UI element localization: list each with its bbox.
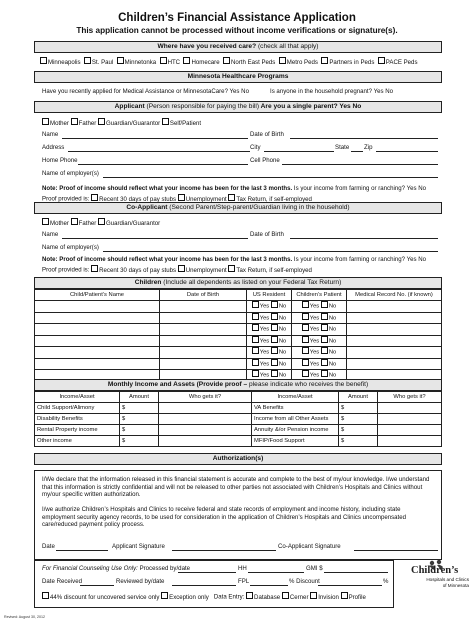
- applicant-proof: Proof provided is: Recent 30 days of pay stubs Unemployment Tax Return, if self-employed: [42, 195, 312, 203]
- income-table: [34, 391, 442, 447]
- checkbox-icon[interactable]: [160, 57, 167, 64]
- child-dob-cell[interactable]: [160, 301, 247, 313]
- applicant-zip-field[interactable]: [376, 151, 438, 152]
- date-received-label: Date Received: [42, 578, 82, 585]
- checkbox-icon[interactable]: [321, 336, 328, 343]
- table-row: [35, 403, 442, 414]
- coapplicant-name-field[interactable]: [62, 238, 248, 239]
- processed-by-field[interactable]: [178, 572, 236, 573]
- checkbox-icon[interactable]: [161, 592, 168, 599]
- care-heading-note: (check all that apply): [257, 43, 319, 50]
- childrens-logo: [399, 559, 471, 603]
- checkbox-icon[interactable]: [178, 194, 185, 201]
- child-name-cell[interactable]: [35, 324, 160, 336]
- office-use-row-3: 44% discount for uncovered service only Exception only Data Entry: Database Cerner Invision Profile: [42, 592, 366, 602]
- care-option[interactable]: Homecare: [183, 59, 219, 66]
- amount-cell[interactable]: $: [120, 436, 159, 447]
- relation-option[interactable]: Father: [71, 220, 97, 227]
- who-gets-it-cell[interactable]: [378, 403, 442, 414]
- income-type-cell: Child Support/Alimony: [35, 403, 120, 414]
- applicant-zip-label: Zip: [364, 144, 373, 151]
- us-resident-cell[interactable]: Yes No: [247, 312, 292, 324]
- care-option[interactable]: HTC: [160, 59, 181, 66]
- coapplicant-name-label: Name: [42, 231, 59, 238]
- care-section-heading: [34, 41, 442, 53]
- income-type-cell: Rental Property income: [35, 425, 120, 436]
- column-header: Child/Patient’s Name: [35, 290, 160, 301]
- checkbox-icon[interactable]: [321, 313, 328, 320]
- checkbox-icon[interactable]: [91, 194, 98, 201]
- amount-cell[interactable]: $: [120, 403, 159, 414]
- table-header-row: [35, 392, 442, 403]
- hh-field[interactable]: [248, 572, 304, 573]
- checkbox-icon[interactable]: [71, 118, 78, 125]
- who-gets-it-cell[interactable]: [159, 425, 252, 436]
- applicant-name-field[interactable]: [62, 138, 248, 139]
- child-dob-cell[interactable]: [160, 324, 247, 336]
- reviewed-by-label: Reviewed by/date: [116, 578, 165, 585]
- us-resident-cell[interactable]: Yes No: [247, 370, 292, 382]
- checkbox-icon[interactable]: [228, 194, 235, 201]
- child-dob-cell[interactable]: [160, 347, 247, 359]
- applicant-relations: [42, 118, 201, 128]
- checkbox-icon[interactable]: [282, 592, 289, 599]
- checkbox-icon[interactable]: [42, 218, 49, 225]
- childrens-patient-cell[interactable]: Yes No: [292, 312, 347, 324]
- authorization-heading: Authorization(s): [34, 453, 442, 465]
- income-type-cell: Disability Benefits: [35, 414, 120, 425]
- child-dob-cell[interactable]: [160, 335, 247, 347]
- checkbox-icon[interactable]: [271, 301, 278, 308]
- coapplicant-relations: [42, 218, 160, 228]
- amount-cell[interactable]: $: [339, 414, 378, 425]
- relation-option[interactable]: Father: [71, 120, 97, 127]
- checkbox-icon[interactable]: [178, 265, 185, 272]
- checkbox-icon[interactable]: [84, 57, 91, 64]
- us-resident-cell[interactable]: Yes No: [247, 324, 292, 336]
- amount-cell[interactable]: $: [339, 436, 378, 447]
- record-no-cell[interactable]: [347, 312, 442, 324]
- checkbox-icon[interactable]: [183, 57, 190, 64]
- us-resident-cell[interactable]: Yes No: [247, 301, 292, 313]
- coapplicant-dob-field[interactable]: [290, 238, 438, 239]
- checkbox-icon[interactable]: [98, 118, 105, 125]
- applicant-cell-phone-label: Cell Phone: [250, 157, 280, 164]
- childrens-patient-cell[interactable]: Yes No: [292, 358, 347, 370]
- data-entry-option[interactable]: Profile: [341, 594, 366, 601]
- child-dob-cell[interactable]: [160, 312, 247, 324]
- checkbox-icon[interactable]: [321, 370, 328, 377]
- checkbox-icon[interactable]: [252, 324, 259, 331]
- gmi-field[interactable]: [324, 572, 388, 573]
- checkbox-icon[interactable]: [42, 592, 49, 599]
- column-header: Income/Asset: [252, 392, 339, 403]
- column-header: Children’s Patient: [292, 290, 347, 301]
- checkbox-icon[interactable]: [228, 265, 235, 272]
- column-header: Amount: [339, 392, 378, 403]
- coapplicant-income-note: Note: Proof of income should reflect what your income has been for the last 3 months. Is your income from farming or ranching? Yes No: [42, 256, 427, 263]
- checkbox-icon[interactable]: [302, 324, 309, 331]
- column-header: Who gets it?: [378, 392, 442, 403]
- table-header-row: [35, 290, 442, 301]
- us-resident-cell[interactable]: Yes No: [247, 358, 292, 370]
- logo-name: Children’s: [411, 565, 459, 576]
- applicant-city-label: City: [250, 144, 261, 151]
- applicant-home-phone-label: Home Phone: [42, 157, 78, 164]
- relation-option[interactable]: Guardian/Guarantor: [98, 220, 160, 227]
- discount-field[interactable]: [318, 585, 382, 586]
- authorization-paragraph-1: I/We declare that the information released in this financial statement is accurate and complete to the best of my/our knowledge. I/we understand that this information is strictly confidential and will not be released to other parties not associated with Children’s Hospitals and Clinics without my/our specific written authorization.: [42, 476, 430, 499]
- applicant-name-label: Name: [42, 131, 59, 138]
- checkbox-icon[interactable]: [302, 313, 309, 320]
- checkbox-icon[interactable]: [40, 57, 47, 64]
- relation-option[interactable]: Mother: [42, 220, 69, 227]
- relation-option[interactable]: Self/Patient: [162, 120, 201, 127]
- child-name-cell[interactable]: [35, 335, 160, 347]
- table-row: [35, 335, 442, 347]
- applicant-state-label: State: [335, 144, 350, 151]
- relation-option[interactable]: Guardian/Guarantor: [98, 120, 160, 127]
- applicant-dob-label: Date of Birth: [250, 131, 284, 138]
- applicant-signature-field[interactable]: [172, 550, 276, 551]
- applicant-address-label: Address: [42, 144, 65, 151]
- checkbox-icon[interactable]: [271, 324, 278, 331]
- column-header: Medical Record No. (if known): [347, 290, 442, 301]
- checkbox-icon[interactable]: [252, 347, 259, 354]
- discount-label: % Discount: [289, 578, 320, 585]
- care-heading: Where have you received care?: [157, 43, 257, 50]
- who-gets-it-cell[interactable]: [159, 436, 252, 447]
- checkbox-icon[interactable]: [71, 218, 78, 225]
- income-type-cell: Income from all Other Assets: [252, 414, 339, 425]
- us-resident-cell[interactable]: Yes No: [247, 335, 292, 347]
- office-use-row-1: For Financial Counseling Use Only: Processed by/date: [42, 565, 191, 572]
- table-row: [35, 358, 442, 370]
- table-row: [35, 414, 442, 425]
- data-entry-option[interactable]: Database: [246, 594, 280, 601]
- who-gets-it-cell[interactable]: [159, 414, 252, 425]
- table-row: [35, 436, 442, 447]
- data-entry-option[interactable]: Invision: [310, 594, 339, 601]
- signature-date-field[interactable]: [56, 550, 108, 551]
- us-resident-cell[interactable]: Yes No: [247, 347, 292, 359]
- column-header: Income/Asset: [35, 392, 120, 403]
- applicant-home-phone-field[interactable]: [78, 164, 248, 165]
- applicant-employer-label: Name of employer(s): [42, 170, 99, 177]
- record-no-cell[interactable]: [347, 335, 442, 347]
- checkbox-icon[interactable]: [246, 592, 253, 599]
- applicant-dob-field[interactable]: [290, 138, 438, 139]
- childrens-patient-cell[interactable]: Yes No: [292, 324, 347, 336]
- checkbox-icon[interactable]: [252, 336, 259, 343]
- proof-option[interactable]: Tax Return, if self-employed: [228, 267, 312, 274]
- income-heading: Monthly Income and Assets (Provide proof – please indicate who receives the benefit): [34, 379, 442, 391]
- checkbox-icon[interactable]: [98, 218, 105, 225]
- proof-option[interactable]: Unemployment: [178, 267, 227, 274]
- revised-date: Revised: August 30, 2012: [4, 615, 45, 619]
- percent-sign: %: [383, 578, 389, 585]
- checkbox-icon[interactable]: [252, 313, 259, 320]
- checkbox-icon[interactable]: [302, 359, 309, 366]
- checkbox-icon[interactable]: [378, 57, 385, 64]
- column-header: Date of Birth: [160, 290, 247, 301]
- child-name-cell[interactable]: [35, 358, 160, 370]
- who-gets-it-cell[interactable]: [378, 425, 442, 436]
- income-type-cell: VA Benefits: [252, 403, 339, 414]
- column-header: US Resident: [247, 290, 292, 301]
- checkbox-icon[interactable]: [42, 118, 49, 125]
- care-option[interactable]: Metro Peds: [279, 59, 318, 66]
- childrens-patient-cell[interactable]: Yes No: [292, 347, 347, 359]
- checkbox-icon[interactable]: [271, 370, 278, 377]
- record-no-cell[interactable]: [347, 301, 442, 313]
- care-option[interactable]: Minneapolis: [40, 59, 81, 66]
- childrens-patient-cell[interactable]: Yes No: [292, 370, 347, 382]
- child-dob-cell[interactable]: [160, 358, 247, 370]
- checkbox-icon[interactable]: [117, 57, 124, 64]
- date-received-field[interactable]: [80, 585, 114, 586]
- proof-option[interactable]: Recent 30 days of pay stubs: [91, 196, 176, 203]
- mn-programs-question-1: Have you recently applied for Medical Assistance or MinnesotaCare? Yes No: [42, 88, 249, 95]
- checkbox-icon[interactable]: [271, 313, 278, 320]
- checkbox-icon[interactable]: [321, 301, 328, 308]
- checkbox-icon[interactable]: [279, 57, 286, 64]
- table-row: [35, 312, 442, 324]
- proof-option[interactable]: Recent 30 days of pay stubs: [91, 267, 176, 274]
- checkbox-icon[interactable]: [252, 301, 259, 308]
- income-type-cell: Annuity &/or Pension income: [252, 425, 339, 436]
- signature-date-label: Date: [42, 543, 55, 550]
- gmi-label: GMI $: [306, 565, 323, 572]
- checkbox-icon[interactable]: [321, 359, 328, 366]
- care-option[interactable]: St. Paul: [84, 59, 113, 66]
- mn-programs-question-2: Is anyone in the household pregnant? Yes No: [270, 88, 393, 95]
- checkbox-icon[interactable]: [310, 592, 317, 599]
- care-option[interactable]: Minnetonka: [117, 59, 157, 66]
- checkbox-icon[interactable]: [271, 347, 278, 354]
- checkbox-icon[interactable]: [321, 347, 328, 354]
- authorization-paragraph-2: I/we authorize Children’s Hospitals and Clinics to receive federal and state records of employment and income history, including state employment security agency records, to be used for consideration in the application of Children’s Hospitals and Clinics uncompensated care/reduced payment policy process.: [42, 506, 407, 529]
- table-row: [35, 301, 442, 313]
- column-header: Amount: [120, 392, 159, 403]
- checkbox-icon[interactable]: [252, 359, 259, 366]
- care-options: [40, 57, 418, 67]
- table-row: [35, 324, 442, 336]
- child-name-cell[interactable]: [35, 312, 160, 324]
- checkbox-icon[interactable]: [271, 359, 278, 366]
- proof-option[interactable]: Tax Return, if self-employed: [228, 196, 312, 203]
- page-title: Children’s Financial Assistance Application: [118, 12, 356, 24]
- checkbox-icon[interactable]: [321, 57, 328, 64]
- checkbox-icon[interactable]: [302, 370, 309, 377]
- data-entry-option[interactable]: Cerner: [282, 594, 309, 601]
- applicant-state-field[interactable]: [351, 151, 363, 152]
- applicant-heading: Applicant (Person responsible for paying the bill) Are you a single parent? Yes No: [34, 101, 442, 113]
- fpl-label: FPL: [238, 578, 250, 585]
- logo-subtitle: Hospitals and Clinics of Minnesota: [426, 577, 469, 588]
- coapplicant-signature-field[interactable]: [354, 550, 438, 551]
- amount-cell[interactable]: $: [120, 425, 159, 436]
- checkbox-icon[interactable]: [302, 347, 309, 354]
- amount-cell[interactable]: $: [339, 425, 378, 436]
- column-header: Who gets it?: [159, 392, 252, 403]
- checkbox-icon[interactable]: [223, 57, 230, 64]
- page-subtitle: This application cannot be processed without income verifications or signature(s).: [76, 26, 398, 35]
- amount-cell[interactable]: $: [120, 414, 159, 425]
- record-no-cell[interactable]: [347, 347, 442, 359]
- checkbox-icon[interactable]: [302, 301, 309, 308]
- checkbox-icon[interactable]: [162, 118, 169, 125]
- checkbox-icon[interactable]: [271, 336, 278, 343]
- proof-option[interactable]: Unemployment: [178, 196, 227, 203]
- table-row: [35, 347, 442, 359]
- mn-programs-heading: Minnesota Healthcare Programs: [34, 71, 442, 83]
- care-option[interactable]: North East Peds: [223, 59, 275, 66]
- record-no-cell[interactable]: [347, 358, 442, 370]
- applicant-employer-field[interactable]: [103, 177, 438, 178]
- relation-option[interactable]: Mother: [42, 120, 69, 127]
- care-option[interactable]: Partners in Peds: [321, 59, 374, 66]
- childrens-patient-cell[interactable]: Yes No: [292, 335, 347, 347]
- exception-option[interactable]: Exception only: [161, 594, 209, 601]
- coapplicant-employer-field[interactable]: [103, 251, 438, 252]
- income-type-cell: Other income: [35, 436, 120, 447]
- who-gets-it-cell[interactable]: [378, 436, 442, 447]
- child-name-cell[interactable]: [35, 347, 160, 359]
- checkbox-icon[interactable]: [321, 324, 328, 331]
- table-row: [35, 425, 442, 436]
- coapplicant-heading: Co-Applicant (Second Parent/Step-parent/Guardian living in the household): [34, 202, 442, 214]
- childrens-patient-cell[interactable]: Yes No: [292, 301, 347, 313]
- uncovered-option[interactable]: 44% discount for uncovered service only: [42, 594, 159, 601]
- applicant-city-field[interactable]: [264, 151, 334, 152]
- child-name-cell[interactable]: [35, 301, 160, 313]
- checkbox-icon[interactable]: [252, 370, 259, 377]
- applicant-address-field[interactable]: [68, 151, 250, 152]
- record-no-cell[interactable]: [347, 324, 442, 336]
- coapplicant-proof: Proof provided is: Recent 30 days of pay stubs Unemployment Tax Return, if self-employed: [42, 266, 312, 274]
- hh-label: HH: [238, 565, 247, 572]
- amount-cell[interactable]: $: [339, 403, 378, 414]
- applicant-cell-phone-field[interactable]: [282, 164, 438, 165]
- applicant-income-note: Note: Proof of income should reflect what your income has been for the last 3 months. Is your income from farming or ranching? Yes No: [42, 185, 427, 192]
- coapplicant-employer-label: Name of employer(s): [42, 244, 99, 251]
- fpl-field[interactable]: [250, 585, 288, 586]
- reviewed-by-field[interactable]: [172, 585, 236, 586]
- children-table-body: [34, 300, 442, 382]
- checkbox-icon[interactable]: [91, 265, 98, 272]
- care-option[interactable]: PACE Peds: [378, 59, 418, 66]
- checkbox-icon[interactable]: [302, 336, 309, 343]
- who-gets-it-cell[interactable]: [159, 403, 252, 414]
- children-heading: Children (Include all dependents as listed on your Federal Tax Return): [34, 277, 442, 289]
- checkbox-icon[interactable]: [341, 592, 348, 599]
- coapplicant-signature-label: Co-Applicant Signature: [278, 543, 341, 550]
- who-gets-it-cell[interactable]: [378, 414, 442, 425]
- coapplicant-dob-label: Date of Birth: [250, 231, 284, 238]
- applicant-signature-label: Applicant Signature: [112, 543, 165, 550]
- income-type-cell: MFIP/Food Support: [252, 436, 339, 447]
